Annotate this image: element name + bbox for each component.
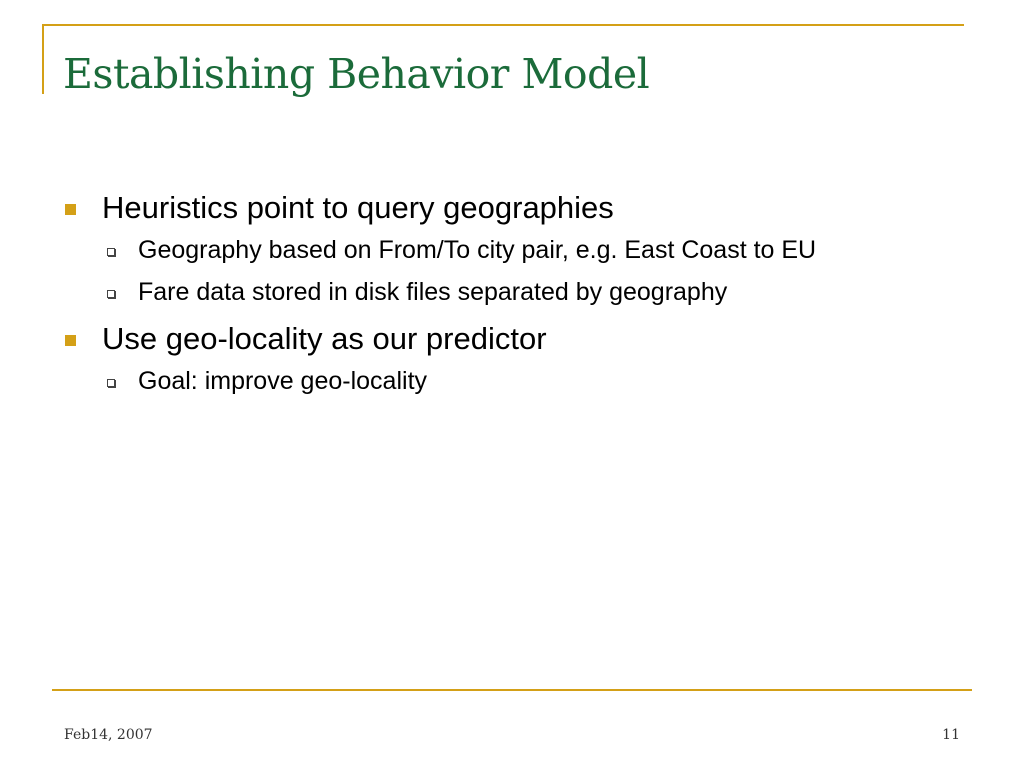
footer-date: Feb14, 2007 [64, 727, 153, 743]
filled-square-bullet-icon [65, 335, 76, 346]
sub-bullet-text: Goal: improve geo-locality [138, 367, 428, 395]
bullet-item [64, 317, 954, 361]
sub-bullet-text: Fare data stored in disk files separated by geography [138, 278, 728, 306]
slide-body [64, 186, 954, 406]
footer-divider [52, 689, 972, 691]
frame-top-line [42, 24, 964, 26]
filled-square-bullet-icon [65, 204, 76, 215]
hollow-square-bullet-icon [107, 290, 115, 298]
bullet-text: Heuristics point to query geographies [102, 190, 614, 225]
sub-bullet-text: Geography based on From/To city pair, e.g. East Coast to EU [138, 236, 817, 264]
slide-title: Establishing Behavior Model [63, 50, 650, 98]
bullet-item [64, 186, 954, 230]
page-number: 11 [942, 727, 960, 743]
hollow-square-bullet-icon [107, 248, 115, 256]
bullet-text: Use geo-locality as our predictor [102, 321, 547, 356]
frame-left-line [42, 24, 44, 94]
sub-bullet-item [64, 233, 954, 267]
hollow-square-bullet-icon [107, 379, 115, 387]
sub-bullet-item [64, 364, 954, 398]
sub-bullet-item [64, 275, 954, 309]
